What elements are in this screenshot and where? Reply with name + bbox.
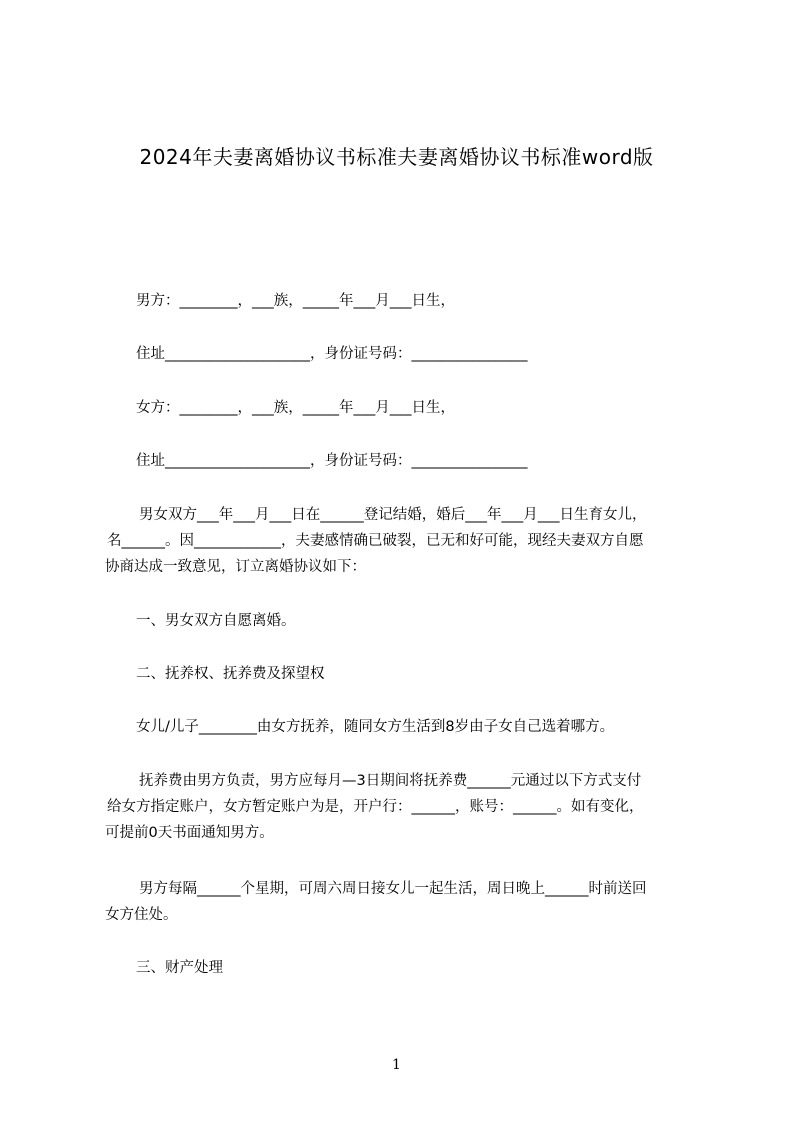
page-number: 1 <box>392 1057 401 1073</box>
support-row-3: 可提前0天书面通知男方。 <box>105 825 274 841</box>
marriage-row-3: 协商达成一致意见，订立离婚协议如下： <box>105 559 366 575</box>
custody-line: 女儿/儿子________由女方抚养，随同女方生活到8岁由子女自己选着哪方。 <box>136 719 615 735</box>
document-title: 2024年夫妻离婚协议书标准夫妻离婚协议书标准word版 <box>139 145 654 169</box>
marriage-row-1: 男女双方___年___月___日在______登记结婚，婚后___年___月___日生育女儿， <box>139 507 647 523</box>
visitation-paragraph <box>105 876 705 928</box>
visitation-row-2: 女方住处。 <box>105 907 178 923</box>
support-row-2: 给女方指定账户，女方暂定账户为是，开户行：______，账号：______。如有变化， <box>107 799 644 815</box>
male-party-line: 男方：________，___族，_____年___月___日生， <box>136 293 455 309</box>
section-2-heading: 二、抚养权、抚养费及探望权 <box>136 666 325 682</box>
section-3-heading: 三、财产处理 <box>136 960 223 976</box>
visitation-row-1: 男方每隔______个星期，可周六周日接女儿一起生活，周日晚上______时前送回 <box>139 881 647 897</box>
female-address-line: 住址____________________，身份证号码：________________ <box>136 453 528 469</box>
male-address-line: 住址____________________，身份证号码：________________ <box>136 346 528 362</box>
section-1-heading: 一、男女双方自愿离婚。 <box>136 613 296 629</box>
support-paragraph <box>105 768 705 846</box>
marriage-row-2: 名______。因____________，夫妻感情确已破裂，已无和好可能，现经夫妻双方自愿 <box>107 533 644 549</box>
female-party-line: 女方：________，___族，_____年___月___日生， <box>136 400 455 416</box>
marriage-paragraph <box>105 502 705 580</box>
support-row-1: 抚养费由男方负责，男方应每月—3日期间将抚养费______元通过以下方式支付 <box>139 773 642 789</box>
